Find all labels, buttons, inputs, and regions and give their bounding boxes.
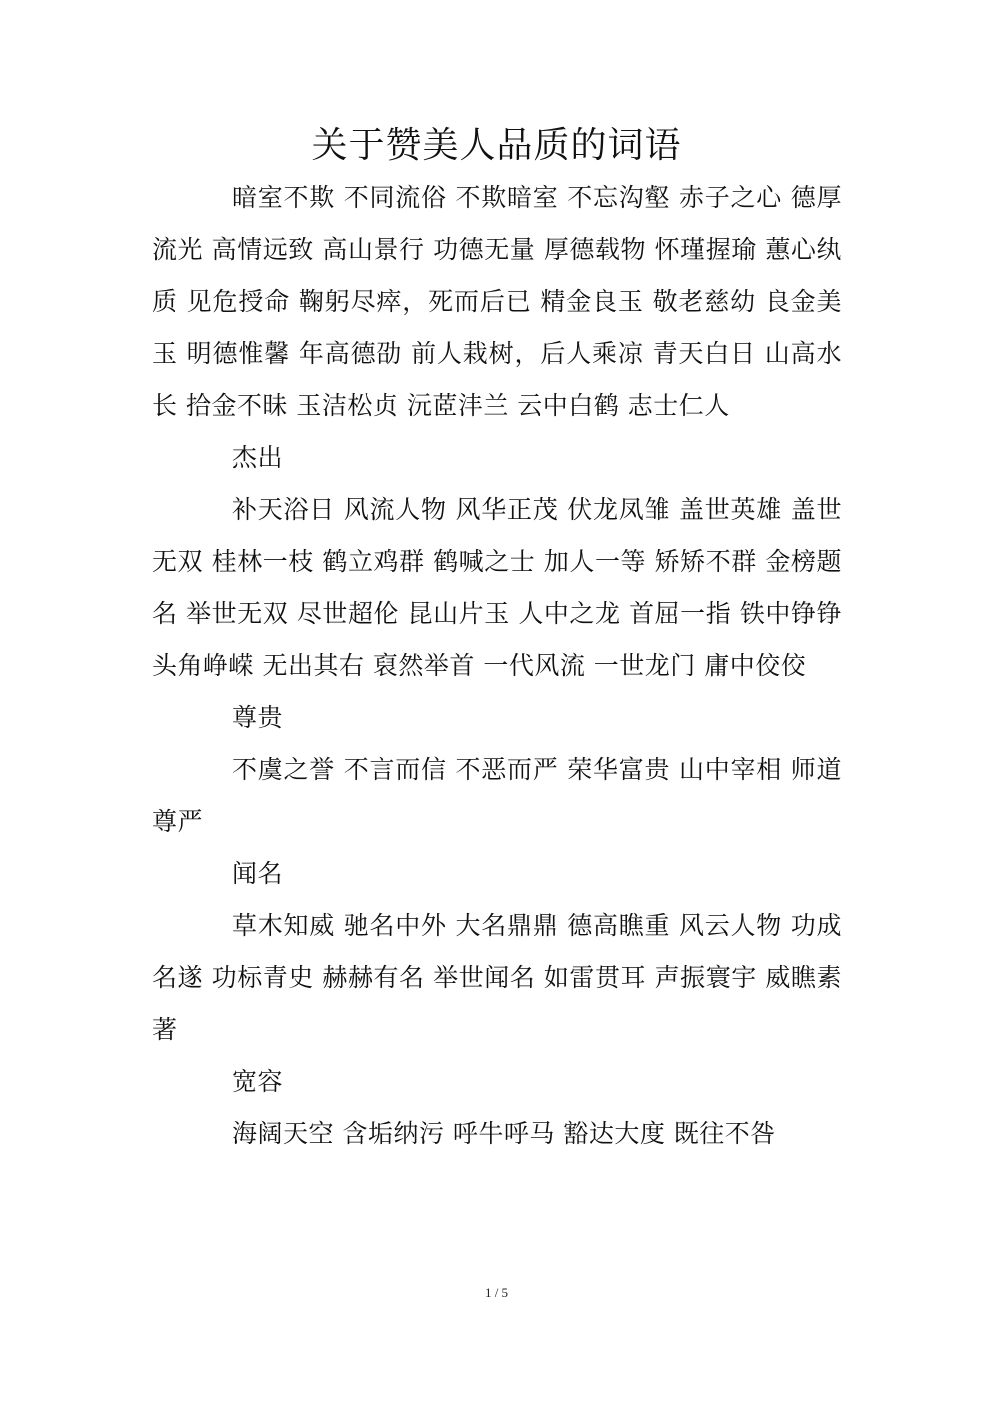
section-heading-famous: 闻名	[232, 859, 284, 888]
section-heading-tolerant: 宽容	[232, 1067, 284, 1096]
paragraph-noble: 不虞之誉 不言而信 不恶而严 荣华富贵 山中宰相 师道尊严	[152, 755, 842, 836]
document-body	[152, 172, 842, 1160]
paragraph-moral-virtues: 暗室不欺 不同流俗 不欺暗室 不忘沟壑 赤子之心 德厚流光 高情远致 高山景行 功德无量 厚德载物 怀瑾握瑜 蕙心纨质 见危授命 鞠躬尽瘁，死而后已 精金良玉 敬老慈幼 良金美玉 明德惟馨 年高德劭 前人栽树，后人乘凉 青天白日 山高水长 拾金不昧 玉洁松贞 沅茝沣兰 云中白鹤 志士仁人	[152, 183, 842, 420]
paragraph-outstanding: 补天浴日 风流人物 风华正茂 伏龙凤雏 盖世英雄 盖世无双 桂林一枝 鹤立鸡群 鹤喊之士 加人一等 矫矫不群 金榜题名 举世无双 尽世超伦 昆山片玉 人中之龙 首屈一指 铁中铮铮 头角峥嵘 无出其右 裒然举首 一代风流 一世龙门 庸中佼佼	[152, 495, 842, 680]
section-heading-noble: 尊贵	[232, 703, 284, 732]
section-heading-outstanding: 杰出	[232, 443, 284, 472]
paragraph-famous: 草木知威 驰名中外 大名鼎鼎 德高瞧重 风云人物 功成名遂 功标青史 赫赫有名 举世闻名 如雷贯耳 声振寰宇 威瞧素著	[152, 911, 842, 1044]
paragraph-tolerant: 海阔天空 含垢纳污 呼牛呼马 豁达大度 既往不咎	[232, 1119, 776, 1148]
page-number: 1 / 5	[484, 1285, 509, 1300]
document-title: 关于赞美人品质的词语	[311, 125, 682, 166]
